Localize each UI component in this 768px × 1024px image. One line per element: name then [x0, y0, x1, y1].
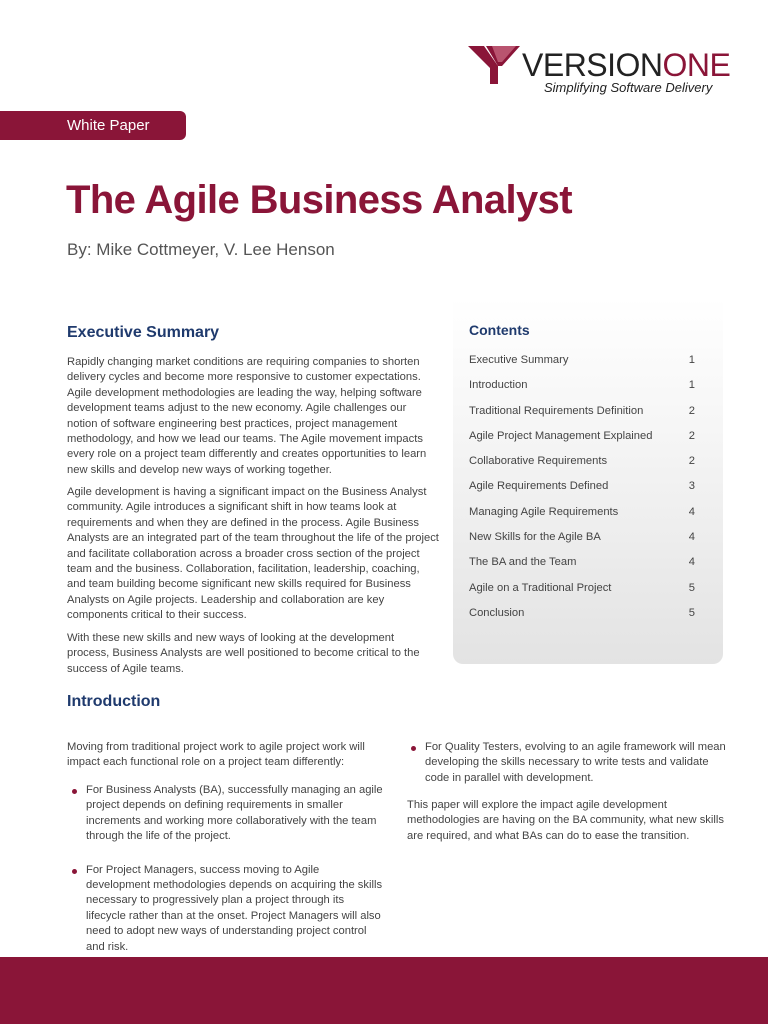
toc-item[interactable] [469, 480, 695, 505]
contents-heading: Contents [469, 322, 530, 338]
toc-item-label: Agile Project Management Explained [469, 429, 653, 442]
toc-item-label: Traditional Requirements Definition [469, 404, 644, 417]
toc-item[interactable] [469, 430, 695, 455]
toc-item[interactable] [469, 556, 695, 581]
versionone-logo [468, 44, 731, 100]
versionone-y-mark-icon [468, 44, 524, 86]
executive-summary-paragraph-1: Rapidly changing market conditions are requiring companies to shorten delivery cycles and become more responsive to customer expectations. Agile development methodologies are leading the way, helping software development teams adjust to the new economy. Agile challenges our notion of software engineering best practices, project management methodology, and how we lead our teams. The Agile movement impacts every role on a project team differently and creates opportunities to learn new skills and develop new ways of working together. [67, 356, 427, 476]
toc-item[interactable] [469, 582, 695, 607]
toc-item-label: Agile on a Traditional Project [469, 581, 612, 594]
logo-tagline: Simplifying Software Delivery [544, 80, 713, 95]
toc-item-label: Conclusion [469, 606, 525, 619]
logo-word-one: ONE [662, 47, 731, 83]
list-item [67, 863, 383, 955]
logo-wordmark [522, 47, 730, 83]
toc-item[interactable] [469, 531, 695, 556]
executive-summary-paragraph-3: With these new skills and new ways of looking at the development process, Business Analysts are well positioned to become critical to the success of Agile teams. [67, 632, 420, 675]
toc-item-page: 5 [688, 581, 695, 594]
toc-item[interactable] [469, 607, 695, 632]
doc-type-label: White Paper [67, 117, 150, 134]
bullet-icon [411, 746, 416, 751]
introduction-closing: This paper will explore the impact agile development methodologies are having on the BA community, what new skills are required, and what BAs can do to ease the transition. [407, 799, 724, 842]
toc-item-label: Introduction [469, 379, 528, 392]
toc-item-page: 2 [688, 429, 695, 442]
toc-item-page: 3 [688, 480, 695, 493]
toc-item-page: 2 [688, 455, 695, 468]
toc-item-label: Collaborative Requirements [469, 455, 608, 468]
list-item [67, 783, 383, 845]
executive-summary-heading: Executive Summary [67, 324, 220, 341]
toc-item[interactable] [469, 405, 695, 430]
doc-type-tab [0, 111, 186, 140]
introduction-lead: Moving from traditional project work to agile project work will impact each functional role on a project team differently: [67, 741, 365, 769]
contents-list [469, 354, 695, 632]
toc-item[interactable] [469, 506, 695, 531]
toc-item-label: Managing Agile Requirements [469, 505, 619, 518]
list-item [406, 740, 728, 786]
toc-item-page: 4 [688, 556, 695, 569]
executive-summary-paragraph-2: Agile development is having a significant impact on the Business Analyst community. Agile introduces a significant shift in how teams look at requirements and when they are defined in the process. Agile Business Analysts are an integrated part of the team throughout the life of the project and facilitate collaboration across a broader cross section of the project team and the business. Collaboration, facilitation, leadership, coaching, and team building become significant new skills required for Business Analysts on Agile projects. Leadership and collaboration are key components critical to their success. [67, 486, 439, 622]
list-item-text: For Quality Testers, evolving to an agile framework will mean developing the skills necessary to write tests and validate code in parallel with development. [425, 741, 726, 784]
toc-item-label: New Skills for the Agile BA [469, 531, 601, 544]
toc-item-label: The BA and the Team [469, 556, 577, 569]
bullet-icon [72, 869, 77, 874]
list-item-text: For Project Managers, success moving to Agile development methodologies depends on acquiring the skills necessary to progressively plan a project through its lifecycle rather than at the onset. Project Managers will also need to adopt new ways of understanding project control and risk. [86, 863, 383, 953]
toc-item-page: 1 [688, 354, 695, 366]
toc-item[interactable] [469, 379, 695, 404]
document-title: The Agile Business Analyst [66, 178, 573, 222]
bullet-icon [72, 789, 77, 794]
list-item-text: For Business Analysts (BA), successfully managing an agile project depends on defining requirements in smaller increments and working more collaboratively with the team through the life of the project. [86, 784, 383, 843]
toc-item-page: 5 [688, 606, 695, 619]
logo-word-version: VERSION [522, 47, 663, 83]
authors-line: By: Mike Cottmeyer, V. Lee Henson [67, 240, 335, 259]
toc-item-page: 1 [688, 379, 695, 392]
footer-band [0, 957, 768, 1024]
introduction-bullets-left [67, 783, 383, 955]
toc-item-label: Executive Summary [469, 354, 569, 366]
toc-item[interactable] [469, 455, 695, 480]
introduction-heading: Introduction [67, 693, 161, 710]
toc-item[interactable] [469, 354, 695, 379]
contents-box [453, 297, 723, 664]
introduction-bullets-right [406, 740, 728, 786]
toc-item-page: 2 [688, 404, 695, 417]
toc-item-label: Agile Requirements Defined [469, 480, 609, 493]
toc-item-page: 4 [688, 505, 695, 518]
toc-item-page: 4 [688, 531, 695, 544]
